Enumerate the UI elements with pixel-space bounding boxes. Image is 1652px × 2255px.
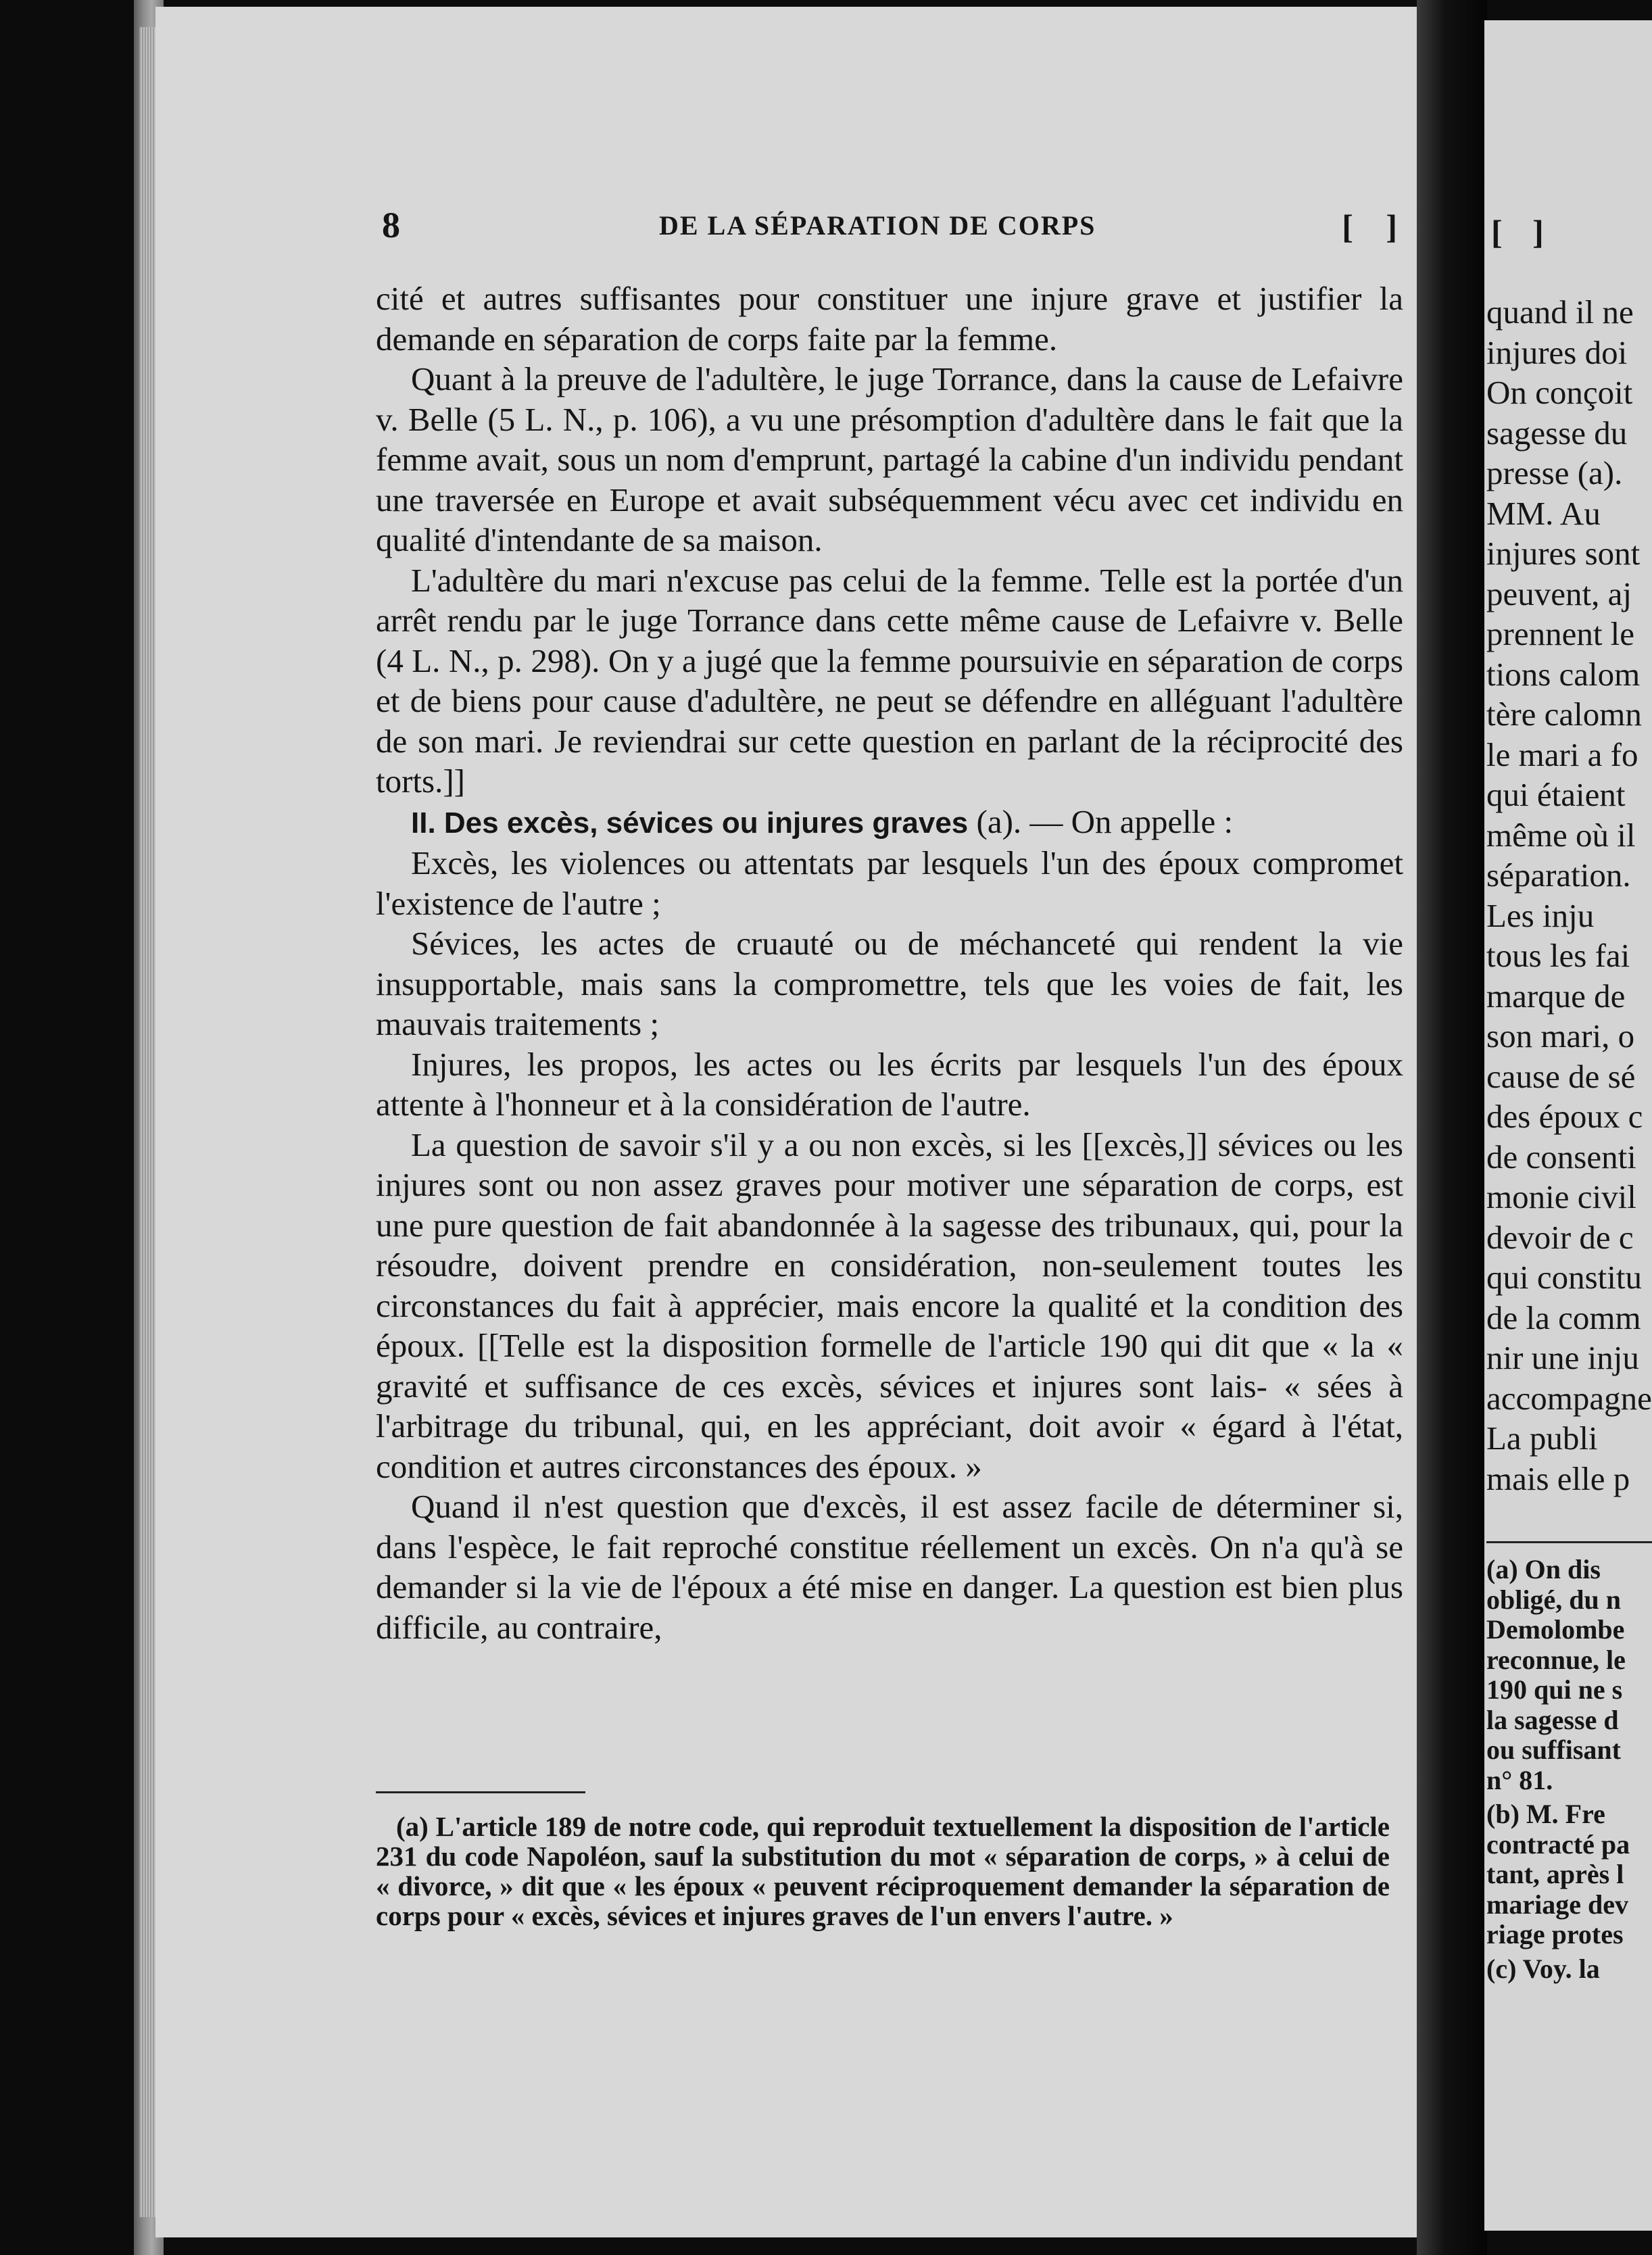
section-heading: II. Des excès, sévices ou injures graves (411, 806, 969, 840)
page-number: 8 (382, 205, 400, 245)
text-line: tère calomn (1486, 696, 1642, 733)
footnote-line: (b) M. Fre (1486, 1799, 1605, 1829)
text-line: qui constitu (1486, 1259, 1643, 1296)
paragraph: cité et autres suffisantes pour constituer une injure grave et justifier la demande en séparation de corps faite par la femme. (376, 280, 1403, 358)
page-edges (139, 27, 155, 2217)
footnote-rule (376, 1791, 585, 1793)
text-line: Les inju (1486, 896, 1595, 934)
text-line: même où il (1486, 816, 1636, 854)
text-line: son mari, o (1486, 1017, 1635, 1054)
text-line: presse (a). (1486, 454, 1623, 491)
right-bracket-marker: [ ] (1491, 213, 1555, 251)
text-line: monie civil (1486, 1178, 1636, 1215)
text-line: de consenti (1486, 1138, 1636, 1175)
footnote-line: riage protes (1486, 1919, 1624, 1949)
right-page (1484, 20, 1652, 2231)
paragraph: Quant à la preuve de l'adultère, le juge Torrance, dans la cause de Lefaivre v. Belle (5 L. N., p. 106), a vu une présomption d'adultère dans le fait que la femme avait, sous un nom d'emprunt, partagé la cabine d'un individu pendant une traversée en Europe et avait subséquemment vécu avec cet individu en qualité d'intendante de sa maison. (376, 360, 1403, 558)
footnote-line: (c) Voy. la (1486, 1953, 1600, 1984)
text-line: qui étaient (1486, 776, 1626, 813)
text-line: sagesse du (1486, 414, 1628, 452)
footnote-line: tant, après l (1486, 1859, 1624, 1889)
paragraph: Injures, les propos, les actes ou les écrits par lesquels l'un des époux attente à l'honneur et à la considération de l'autre. (376, 1045, 1403, 1123)
book-gutter (1417, 0, 1487, 2255)
text-line: La publi (1486, 1420, 1598, 1457)
footnote-line: (a) On dis (1486, 1554, 1601, 1584)
running-title: DE LA SÉPARATION DE CORPS (659, 210, 1096, 241)
text-line: tions calom (1486, 655, 1641, 693)
footnote-line: reconnue, le (1486, 1644, 1626, 1675)
page-header (382, 204, 1409, 245)
footnote-line: ou suffisant (1486, 1735, 1621, 1765)
footnote-line: mariage dev (1486, 1889, 1628, 1920)
bracket-marker: [ ] (1342, 208, 1409, 245)
paragraph: Quand il n'est question que d'excès, il est assez facile de déterminer si, dans l'espèce, le fait reproché constitue réellement un excès. On n'a qu'à se demander si la vie de l'époux a été mise en danger. La question est bien plus difficile, au contraire, (376, 1488, 1403, 1646)
footnote-line: Demolombe (1486, 1614, 1625, 1645)
text-line: quand il ne (1486, 293, 1634, 331)
footnote-line: obligé, du n (1486, 1584, 1621, 1615)
paragraph: Excès, les violences ou attentats par lesquels l'un des époux compromet l'existence de l'autre ; (376, 844, 1403, 922)
text-line: tous les fai (1486, 937, 1630, 974)
text-line: séparation. (1486, 856, 1631, 894)
text-line: cause de sé (1486, 1057, 1636, 1095)
text-line: accompagne (1486, 1379, 1652, 1417)
text-line: nir une inju (1486, 1339, 1639, 1376)
text-line: MM. Au (1486, 494, 1601, 532)
text-line: injures sont (1486, 535, 1641, 572)
text-line: injures doi (1486, 333, 1628, 371)
text-line: peuvent, aj (1486, 575, 1632, 612)
footnotes (376, 1812, 1390, 1931)
footnote-line: n° 81. (1486, 1764, 1553, 1795)
footnote-line: 190 qui ne s (1486, 1674, 1623, 1705)
text-line: devoir de c (1486, 1218, 1634, 1256)
section-heading-paragraph (376, 802, 1403, 844)
right-footnote-rule (1486, 1541, 1652, 1543)
footnote-line: contracté pa (1486, 1828, 1630, 1860)
paragraph: Sévices, les actes de cruauté ou de méchanceté qui rendent la vie insupportable, mais sans la compromettre, tels que les voies de fait, les mauvais traitements ; (376, 925, 1403, 1042)
section-heading-rest: (a). — On appelle : (968, 802, 1234, 840)
footnote: (a) L'article 189 de notre code, qui reproduit textuellement la disposition de l'article 231 du code Napoléon, sauf la substitution du mot « séparation de corps, » à celui de « divorce, » dit que « les époux « peuvent réciproquement demander la séparation de corps pour « excès, sévices et injures graves de l'un envers l'autre. » (376, 1811, 1390, 1931)
footnote-line: la sagesse d (1486, 1704, 1619, 1735)
body-text (376, 278, 1403, 1647)
text-line: de la comm (1486, 1299, 1641, 1336)
text-line: On conçoit (1486, 374, 1633, 411)
paragraph: L'adultère du mari n'excuse pas celui de la femme. Telle est la portée d'un arrêt rendu par le juge Torrance dans cette même cause de Lefaivre v. Belle (4 L. N., p. 298). On y a jugé que la femme poursuivie en séparation de corps et de biens pour cause d'adultère, ne peut se défendre en alléguant l'adultère de son mari. Je reviendrai sur cette question en parlant de la réciprocité des torts.]] (376, 561, 1403, 800)
right-footnotes (1486, 1555, 1652, 1984)
text-line: des époux c (1486, 1098, 1643, 1135)
text-line: le mari a fo (1486, 735, 1638, 773)
text-line: mais elle p (1486, 1459, 1630, 1497)
text-line: prennent le (1486, 615, 1635, 652)
paragraph: La question de savoir s'il y a ou non excès, si les [[excès,]] sévices ou les injures sont ou non assez graves pour motiver une séparation de corps, est une pure question de fait abandonnée à la sagesse des tribunaux, qui, pour la résoudre, doivent prendre en considération, non-seulement toutes les circonstances du fait à apprécier, mais encore la qualité et la condition des époux. [[Telle est la disposition formelle de l'article 190 qui dit que « la « gravité et suffisance de ces excès, sévices et injures sont lais- « sées à l'arbitrage du tribunal, qui, en les appréciant, doit avoir « égard à l'état, condition et autres circonstances des époux. » (376, 1125, 1403, 1485)
right-page-lines (1486, 292, 1652, 1499)
text-line: marque de (1486, 977, 1626, 1015)
